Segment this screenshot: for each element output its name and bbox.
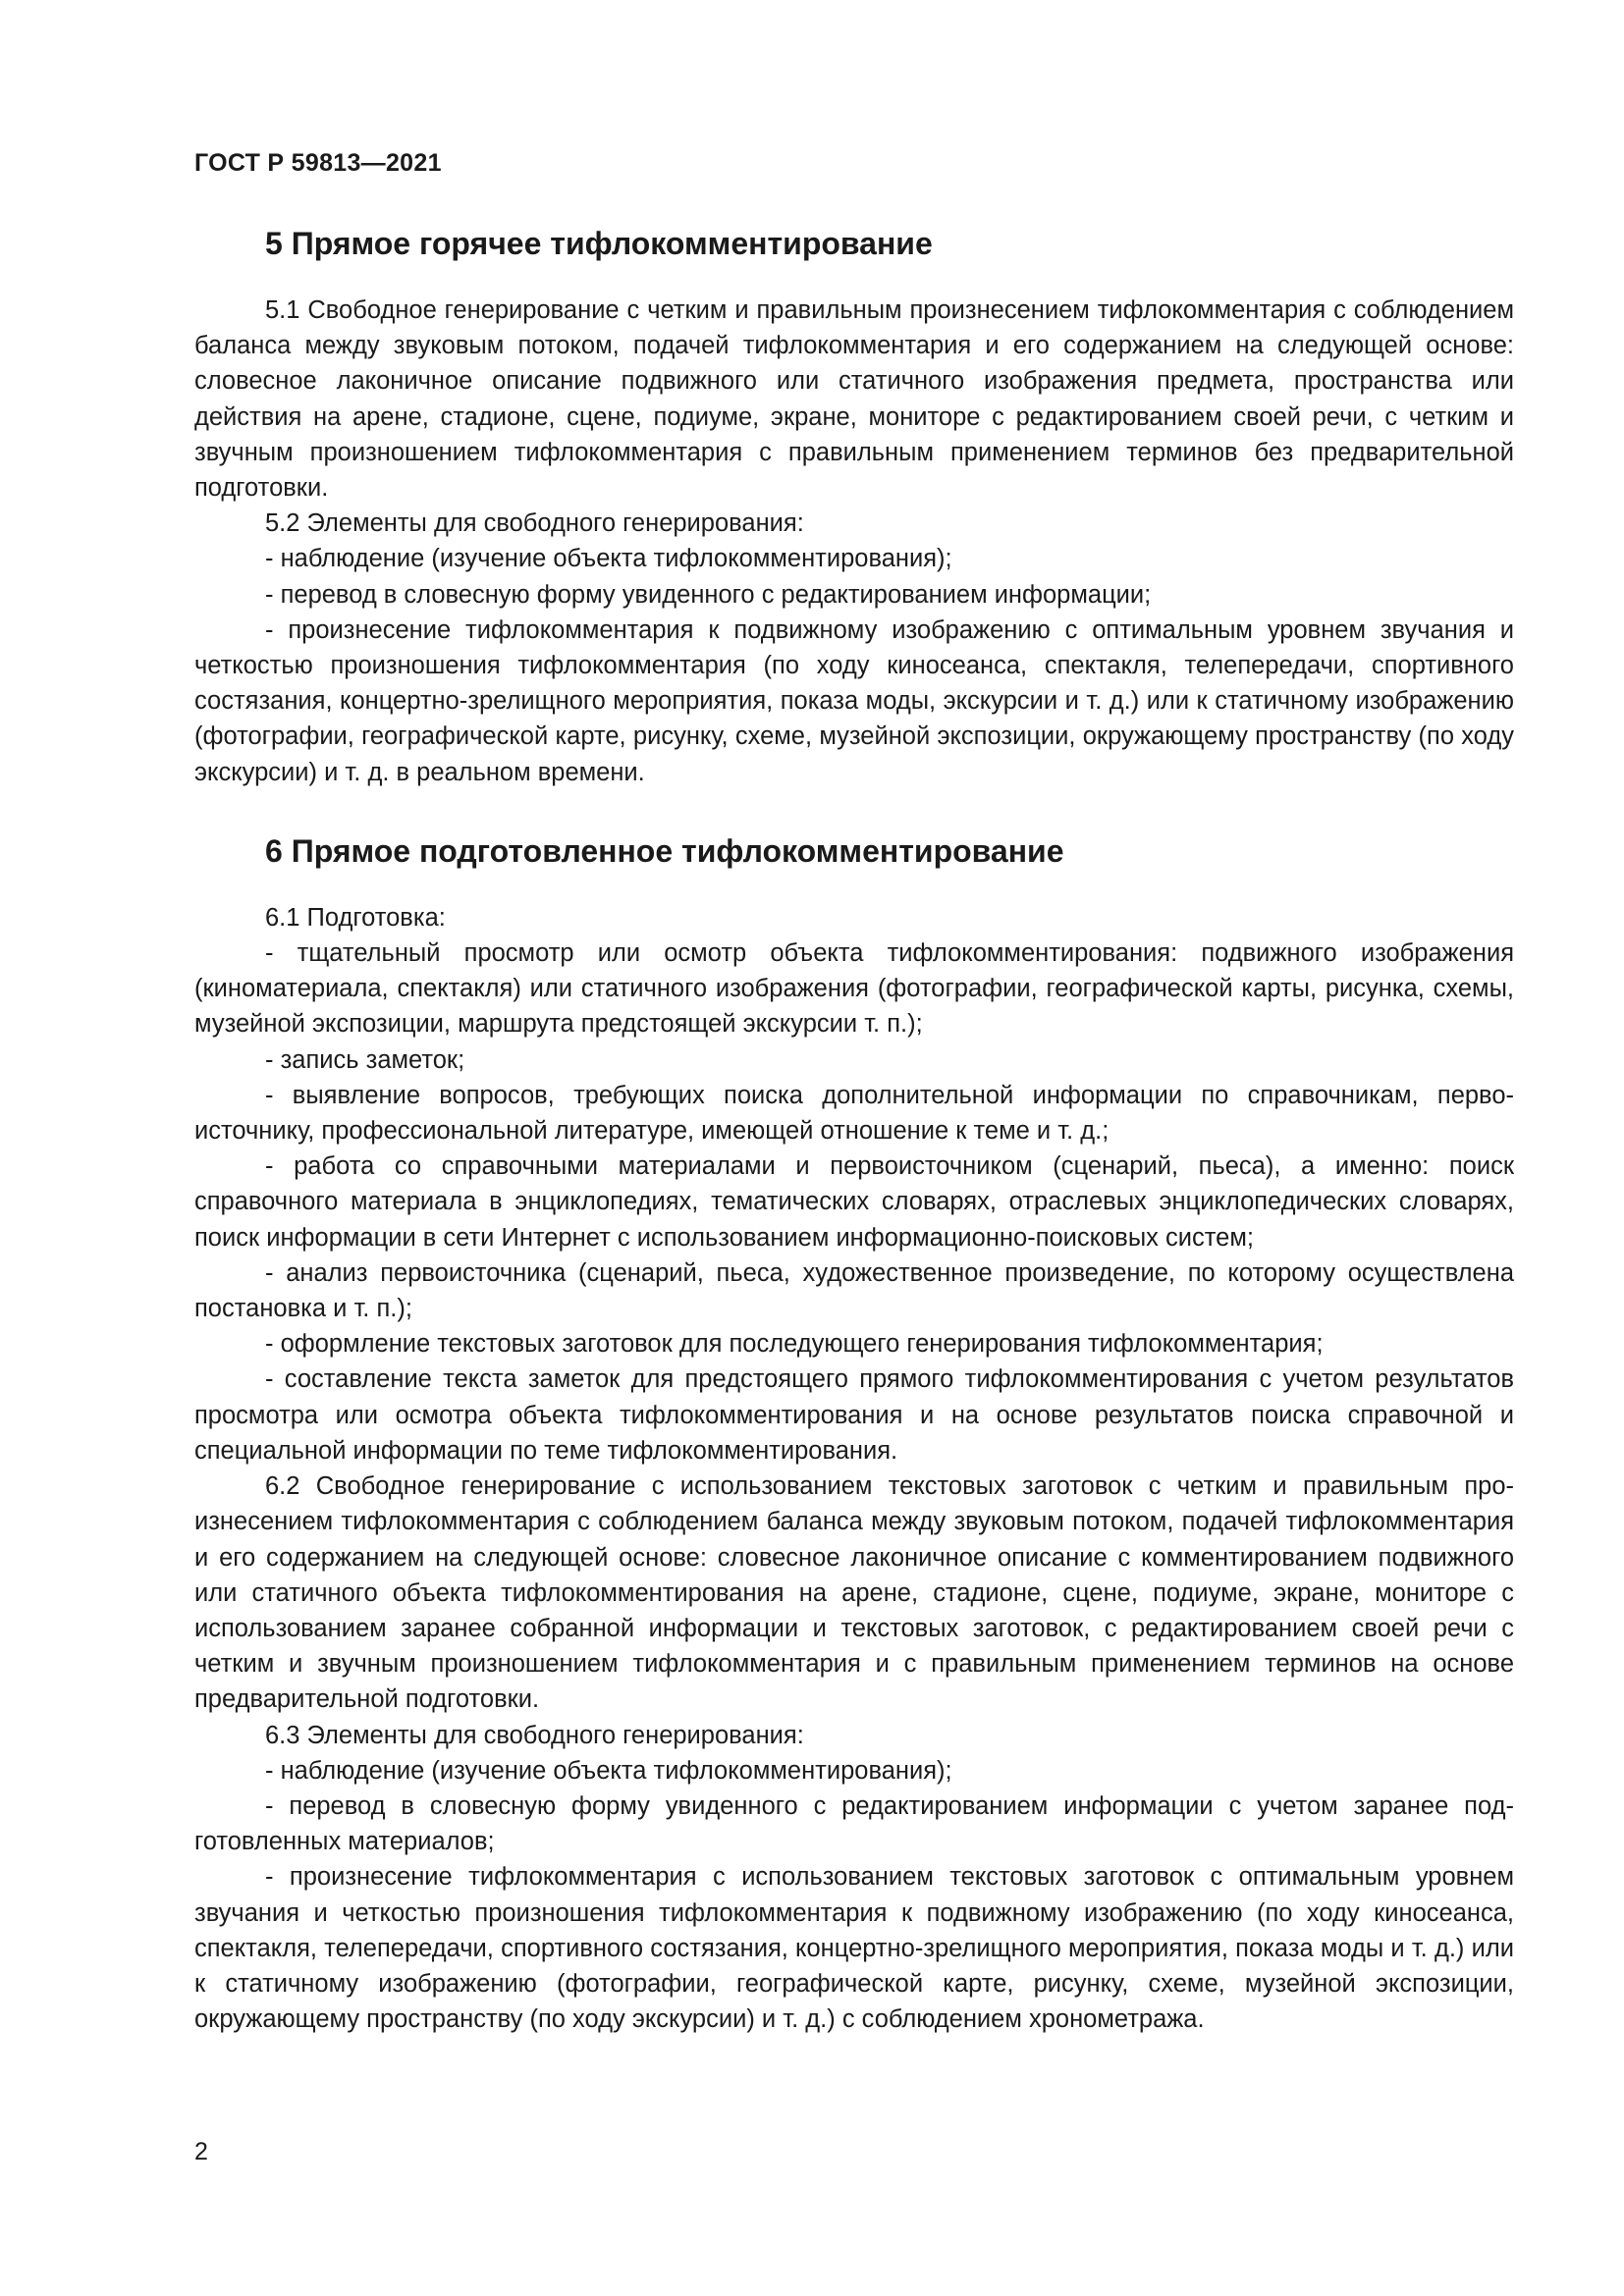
list-item: - оформление текстовых заготовок для последующего генерирования тифлокомментария; (265, 1330, 1324, 1359)
document-code-header: ГОСТ Р 59813—2021 (194, 149, 442, 177)
section-6-title: 6 Прямое подготовленное тифлокомментирование (265, 832, 1064, 869)
clause-5-1: 5.1 Свободное генерирование с четким и правильным произнесением тифлокомментария с соблюдением баланса между звуковым потоком, подачей тифлокомментария и его содержанием на следующей основе: словесное лаконичное описание подвижного или статичного изображения предмета, пространства или действия на арене, стадионе, сцене, подиуме, экране, мониторе с редактированием своей речи, с четким и звучным произношением тифлокомментария с правильным применением терминов без предварительной подготовки. (194, 296, 1514, 503)
list-item: - перевод в словесную форму увиденного с редактированием информации; (265, 580, 1152, 609)
list-item: - наблюдение (изучение объекта тифлокомментирования); (265, 545, 952, 573)
list-item: - тщательный просмотр или осмотр объекта тифлокомментирования: подвижного изображения (киноматериала, спектакля) или статичного изображения (фотографии, географической карты, рисунка, схемы, музейной экспозиции, маршрута предстоящей экскурсии т. п.); (194, 939, 1514, 1039)
list-item: - составление текста заметок для предстоящего прямого тифлокомментирования с учетом результатов просмотра или осмотра объекта тифлокомментирования и на основе результатов поиска справочной и специальной информации по теме тифлокомментирования. (194, 1365, 1514, 1465)
clause-5-2: 5.2 Элементы для свободного генерирования: (265, 509, 804, 538)
clause-6-3: 6.3 Элементы для свободного генерирования: (265, 1721, 804, 1749)
list-item: - анализ первоисточника (сценарий, пьеса, художественное произведение, по которому осуществлена постановка и т. п.); (194, 1258, 1514, 1323)
list-item: - выявление вопросов, требующих поиска дополнительной информации по справочникам, первоисточнику, профессиональной литературе, имеющей отношение к теме и т. д.; (194, 1081, 1514, 1146)
clause-6-1: 6.1 Подготовка: (265, 903, 446, 932)
section-5-title: 5 Прямое горячее тифлокомментирование (265, 226, 933, 261)
list-item: - работа со справочными материалами и первоисточником (сценарий, пьеса), а именно: поиск справочного материала в энциклопедиях, тематических словарях, отраслевых энциклопедических словарях, поиск информации в сети Интернет с использованием информационно-поисковых систем; (194, 1152, 1514, 1252)
list-item: - произнесение тифлокомментария с использованием текстовых заготовок с оптимальным уровнем звучания и четкостью произношения тифлокомментария к подвижному изображению (по ходу киносеанса, спектакля, телепередачи, спортивного состязания, концертно-зрелищного мероприятия, показа моды и т. д.) или к статичному изображению (фотографии, географической карте, рисунку, схеме, музейной экспозиции, окружающему пространству (по ходу экскурсии) и т. д.) с соблюдением хронометража. (194, 1863, 1514, 2034)
page-number: 2 (194, 2138, 208, 2165)
document-body (194, 224, 1514, 2037)
clause-6-2: 6.2 Свободное генерирование с использованием текстовых заготовок с четким и правильным произнесением тифлокомментария с соблюдением баланса между звуковым потоком, подачей тифлокомментария и его содержанием на следующей основе: словесное лаконичное описание с комментированием подвижного или статичного объекта тифлокомментирования на арене, стадионе, сцене, подиуме, экране, мониторе с использованием заранее собранной информации и текстовых заготовок, с редактированием своей речи с четким и звучным произношением тифлокомментария и с правильным применением терминов на основе предварительной подготовки. (194, 1472, 1514, 1714)
list-item: - перевод в словесную форму увиденного с редактированием информации с учетом заранее подготовленных материалов; (194, 1791, 1514, 1856)
section-6 (194, 831, 1514, 2038)
list-item: - произнесение тифлокомментария к подвижному изображению с оптимальным уровнем звучания и четкостью произношения тифлокомментария (по ходу киносеанса, спектакля, телепередачи, спортивного состязания, концертно-зрелищного мероприятия, показа моды, экскурсии и т. д.) или к статичному изображению (фотографии, географической карте, рисунку, схеме, музейной экспозиции, окружающему пространству (по ходу экскурсии) и т. д. в реальном времени. (194, 615, 1514, 786)
list-item: - наблюдение (изучение объекта тифлокомментирования); (265, 1756, 952, 1785)
section-5 (194, 224, 1514, 790)
list-item: - запись заметок; (265, 1045, 465, 1074)
